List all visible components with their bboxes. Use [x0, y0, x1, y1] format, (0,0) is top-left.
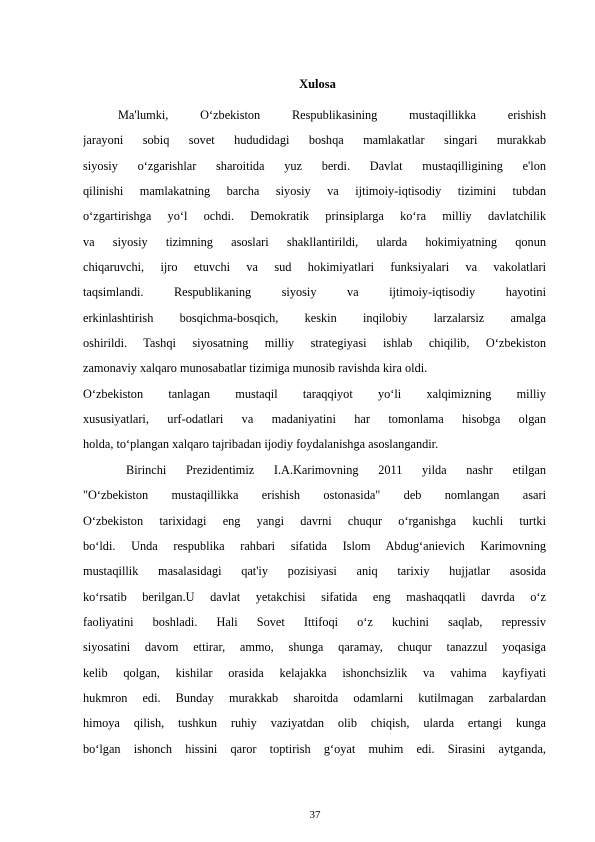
text-line: kelib qolgan, kishilar orasida kelajakka ishonchsizlik va vahima kayfiyati — [83, 665, 546, 680]
text-line: o‘zgartirishga yo‘l ochdi. Demokratik prinsiplarga ko‘ra milliy davlatchilik — [83, 209, 546, 224]
text-line: siyosiy o‘zgarishlar sharoitida yuz berdi. Davlat mustaqilligining e'lon — [83, 158, 546, 173]
text-line: faoliyatini boshladi. Hali Sovet Ittifoqi o‘z kuchini saqlab, repressiv — [83, 614, 546, 629]
text-line: va siyosiy tizimning asoslari shakllantirildi, ularda hokimiyatning qonun — [83, 234, 546, 249]
body-text — [83, 103, 546, 762]
text-line: erkinlashtirish bosqichma-bosqich, keskin inqilobiy larzalarsiz amalga — [83, 310, 546, 325]
text-line: Ma'lumki, O‘zbekiston Respublikasining mustaqillikka erishish — [118, 108, 546, 122]
text-line: zamonaviy xalqaro munosabatlar tizimiga munosib ravishda kira oldi. — [83, 361, 428, 376]
text-line: siyosatini davom ettirar, ammo, shunga qaramay, chuqur tanazzul yoqasiga — [83, 640, 546, 655]
text-line: Birinchi Prezidentimiz I.A.Karimovning 2011 yilda nashr etilgan — [126, 462, 546, 477]
text-line: qilinishi mamlakatning barcha siyosiy va ijtimoiy-iqtisodiy tizimini tubdan — [83, 184, 546, 199]
text-line: hukmron edi. Bunday murakkab sharoitda odamlarni kutilmagan zarbalardan — [83, 690, 546, 705]
text-line: ko‘rsatib berilgan.U davlat yetakchisi sifatida eng mashaqqatli davrda o‘z — [83, 589, 546, 604]
text-line: O‘zbekiston tanlagan mustaqil taraqqiyot yo‘li xalqimizning milliy — [83, 386, 546, 401]
text-line: oshirildi. Tashqi siyosatning milliy strategiyasi ishlab chiqilib, O‘zbekiston — [83, 336, 546, 351]
text-line: bo‘lgan ishonch hissini qaror toptirish g‘oyat muhim edi. Sirasini aytganda, — [83, 741, 546, 756]
text-line: himoya qilish, tushkun ruhiy vaziyatdan olib chiqish, ularda ertangi kunga — [83, 716, 546, 731]
text-line: "O‘zbekiston mustaqillikka erishish ostonasida" deb nomlangan asari — [83, 488, 546, 503]
text-line: chiqaruvchi, ijro etuvchi va sud hokimiyatlari funksiyalari va vakolatlari — [83, 260, 546, 275]
text-line: holda, to‘plangan xalqaro tajribadan ijodiy foydalanishga asoslangandir. — [83, 437, 439, 452]
text-line: mustaqillik masalasidagi qat'iy pozisiyasi aniq tarixiy hujjatlar asosida — [83, 564, 546, 579]
text-line: O‘zbekiston tarixidagi eng yangi davrni chuqur o‘rganishga kuchli turtki — [83, 513, 546, 528]
page-number: 37 — [309, 809, 321, 821]
text-line: bo‘ldi. Unda respublika rahbari sifatida Islom Abdug‘anievich Karimovning — [83, 538, 546, 553]
section-title: Xulosa — [299, 77, 336, 91]
text-line: xususiyatlari, urf-odatlari va madaniyatini har tomonlama hisobga olgan — [83, 412, 546, 427]
text-line: jarayoni sobiq sovet hududidagi boshqa mamlakatlar singari murakkab — [83, 133, 546, 148]
text-line: taqsimlandi. Respublikaning siyosiy va ijtimoiy-iqtisodiy hayotini — [83, 285, 546, 300]
